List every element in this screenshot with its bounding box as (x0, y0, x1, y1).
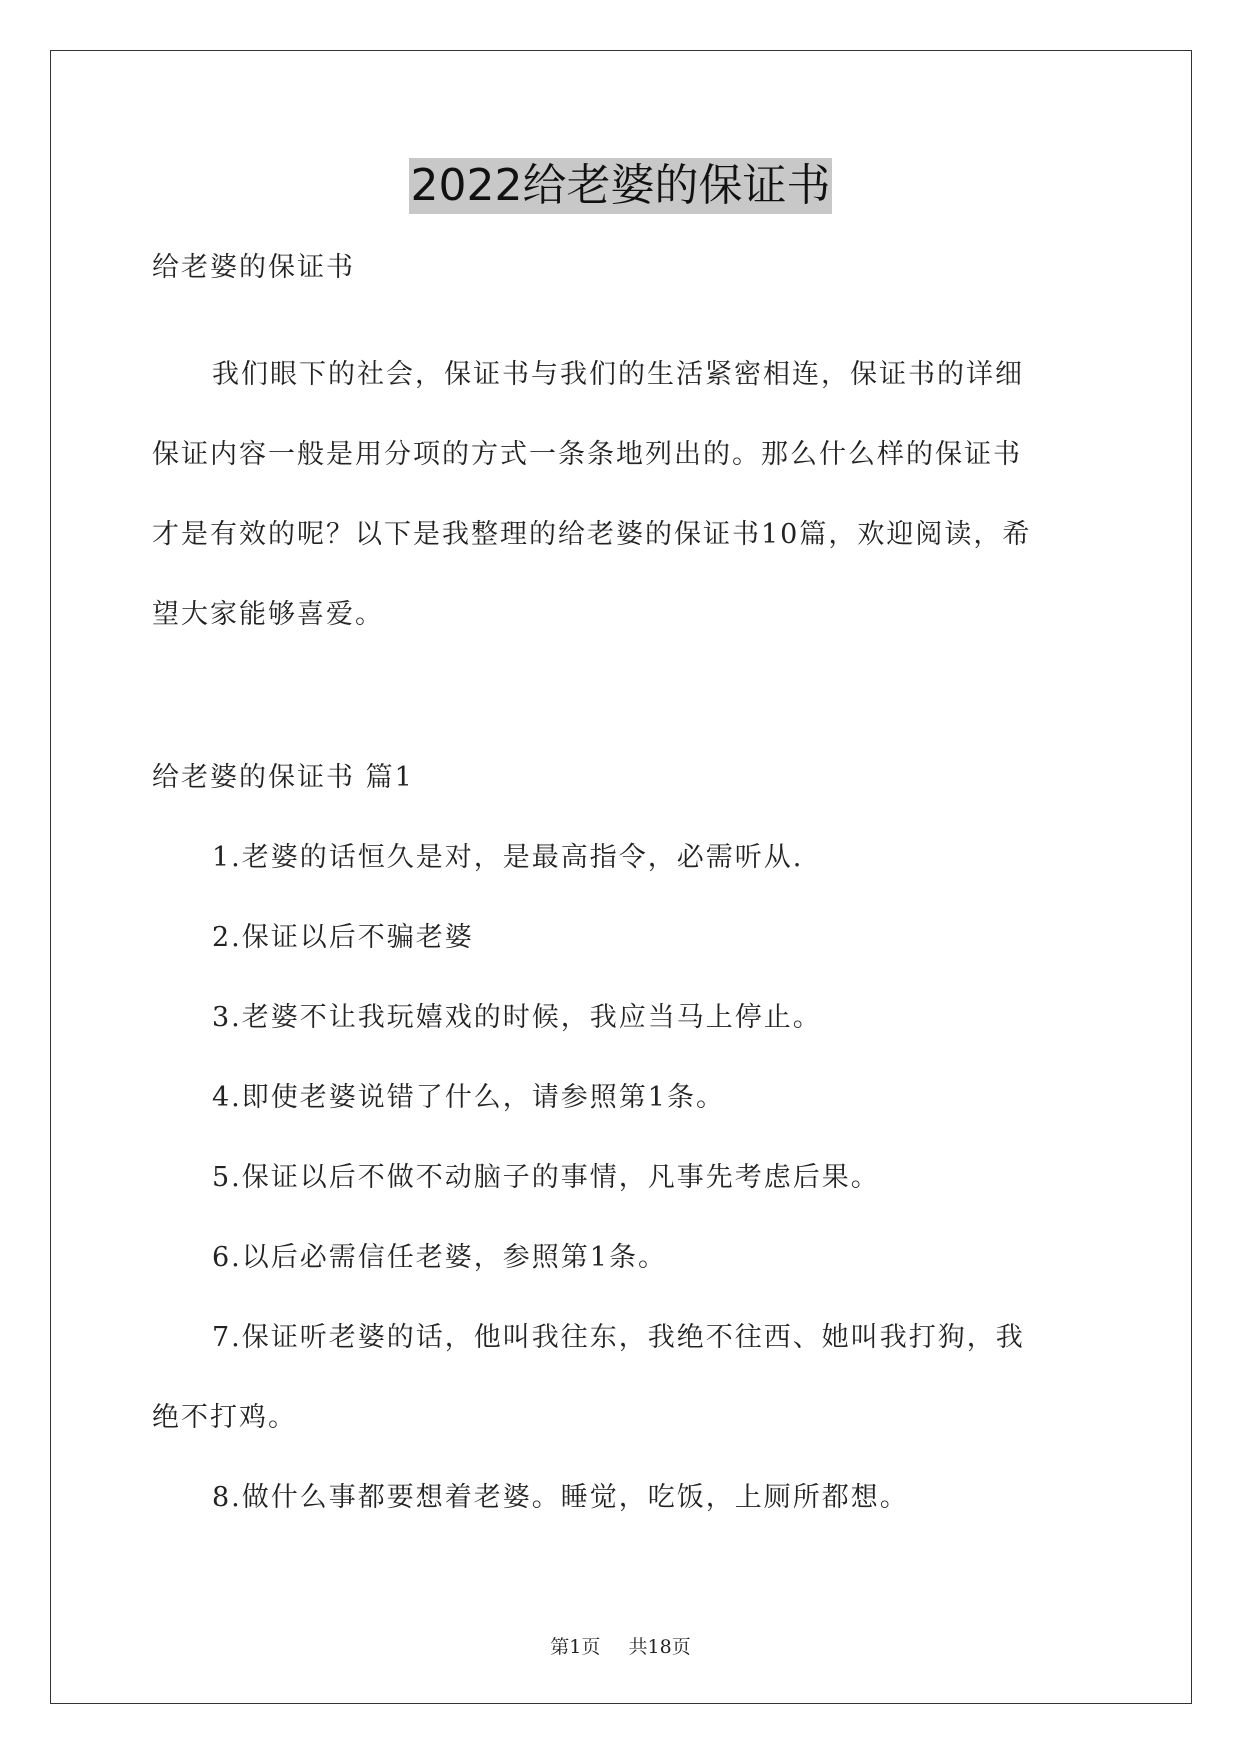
list-item-2: 2.保证以后不骗老婆 (212, 922, 474, 953)
list-item-7: 7.保证听老婆的话，他叫我往东，我绝不往西、她叫我打狗，我 (212, 1322, 1025, 1353)
list-item-5: 5.保证以后不做不动脑子的事情，凡事先考虑后果。 (212, 1162, 880, 1193)
list-item-8: 8.做什么事都要想着老婆。睡觉，吃饭，上厕所都想。 (212, 1482, 909, 1513)
list-item-7-continued: 绝不打鸡。 (152, 1402, 297, 1433)
page-total: 共18页 (628, 1636, 691, 1658)
subtitle: 给老婆的保证书 (152, 252, 355, 283)
page-number: 第1页 (550, 1636, 601, 1658)
intro-line-3: 才是有效的呢？以下是我整理的给老婆的保证书10篇，欢迎阅读，希 (152, 519, 1032, 550)
list-item-3: 3.老婆不让我玩嬉戏的时候，我应当马上停止。 (212, 1002, 822, 1033)
list-item-1: 1.老婆的话恒久是对，是最高指令，必需听从. (212, 842, 804, 873)
intro-line-4: 望大家能够喜爱。 (152, 599, 384, 630)
document-title (0, 158, 1241, 214)
list-item-6: 6.以后必需信任老婆，参照第1条。 (212, 1242, 667, 1273)
intro-line-2: 保证内容一般是用分项的方式一条条地列出的。那么什么样的保证书 (152, 439, 1022, 470)
page-footer (0, 1632, 1241, 1659)
section-heading: 给老婆的保证书 篇1 (152, 762, 414, 793)
document-title-text: 2022给老婆的保证书 (409, 158, 833, 214)
intro-line-1: 我们眼下的社会，保证书与我们的生活紧密相连，保证书的详细 (212, 359, 1024, 390)
page-border (50, 50, 1192, 1704)
list-item-4: 4.即使老婆说错了什么，请参照第1条。 (212, 1082, 725, 1113)
